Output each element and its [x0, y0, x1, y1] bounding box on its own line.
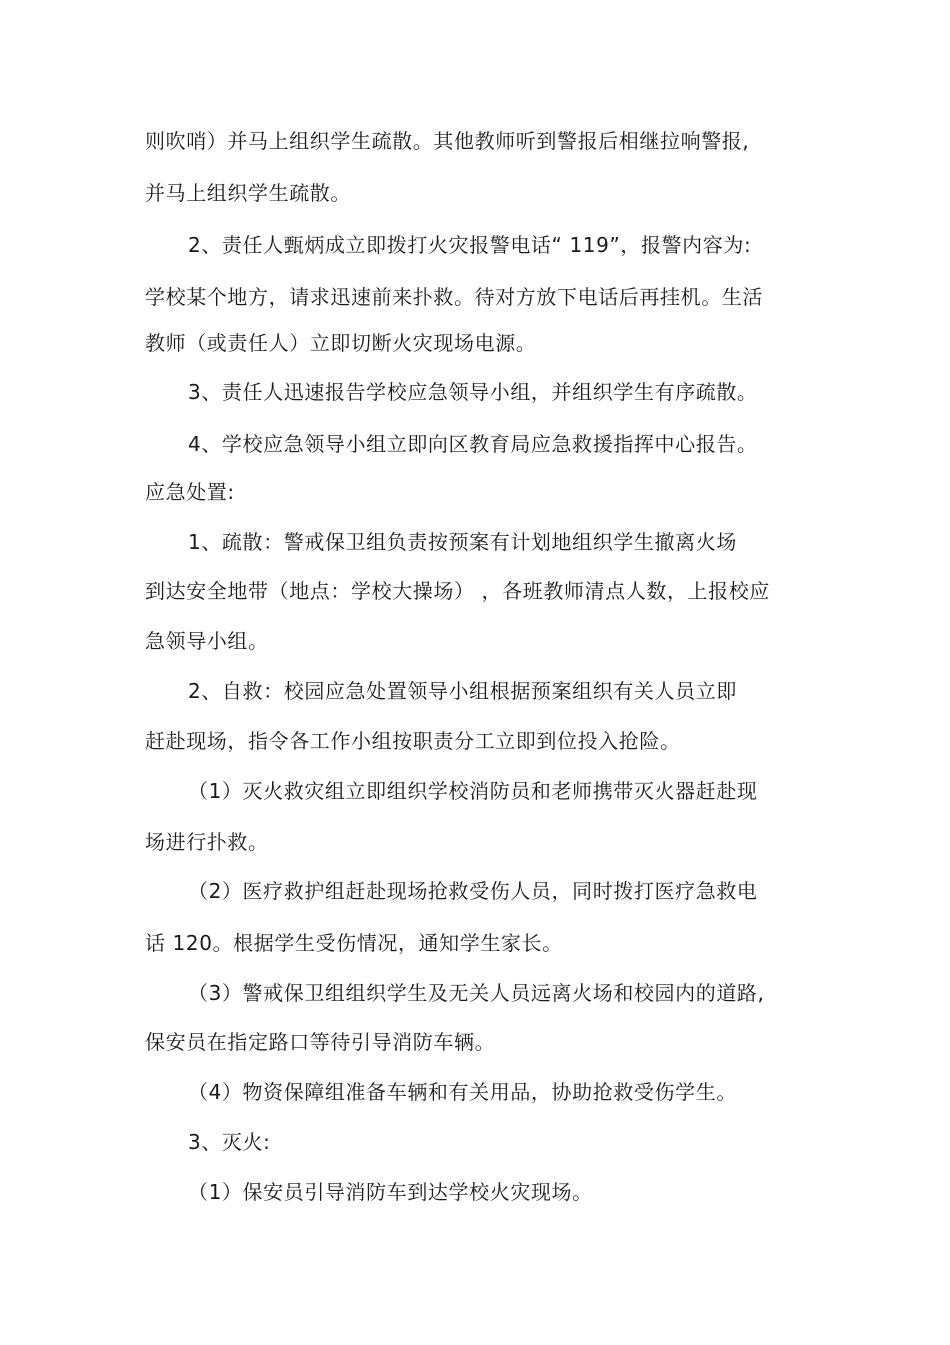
text-line: 3、责任人迅速报告学校应急领导小组，并组织学生有序疏散。 — [188, 380, 758, 404]
text-line: （4）物资保障组准备车辆和有关用品，协助抢救受伤学生。 — [188, 1080, 737, 1104]
text-line: （2）医疗救护组赶赴现场抢救受伤人员，同时拨打医疗急救电 — [188, 879, 758, 903]
text-line: 并马上组织学生疏散。 — [145, 181, 351, 205]
text-line: 则吹哨）并马上组织学生疏散。其他教师听到警报后相继拉响警报, — [145, 129, 750, 153]
text-line: 1、疏散：警戒保卫组负责按预案有计划地组织学生撤离火场 — [188, 530, 737, 554]
text-line: 赶赴现场，指令各工作小组按职责分工立即到位投入抢险。 — [145, 729, 681, 753]
text-line: （3）警戒保卫组组织学生及无关人员远离火场和校园内的道路, — [188, 981, 765, 1005]
text-line: 2、自救：校园应急处置领导小组根据预案组织有关人员立即 — [188, 679, 737, 703]
text-line: 4、学校应急领导小组立即向区教育局应急救援指挥中心报告。 — [188, 432, 758, 456]
text-line: 急领导小组。 — [145, 629, 269, 653]
text-line: 保安员在指定路口等待引导消防车辆。 — [145, 1030, 496, 1054]
text-line: 2、责任人甄炳成立即拨打火灾报警电话“ 119”，报警内容为: — [188, 233, 752, 257]
text-line: 话 120。根据学生受伤情况，通知学生家长。 — [145, 931, 563, 955]
text-line: （1）保安员引导消防车到达学校火灾现场。 — [188, 1180, 593, 1204]
text-line: 到达安全地带（地点：学校大操场） ，各班教师清点人数，上报校应 — [145, 579, 770, 603]
text-line: 学校某个地方，请求迅速前来扑救。待对方放下电话后再挂机。生活 — [145, 285, 763, 309]
text-line: 3、灭火: — [188, 1130, 271, 1154]
text-line: 教师（或责任人）立即切断火灾现场电源。 — [145, 331, 537, 355]
text-line: 场进行扑救。 — [145, 830, 269, 854]
section-heading: 应急处置: — [145, 480, 235, 504]
text-line: （1）灭火救灾组立即组织学校消防员和老师携带灭火器赶赴现 — [188, 779, 758, 803]
